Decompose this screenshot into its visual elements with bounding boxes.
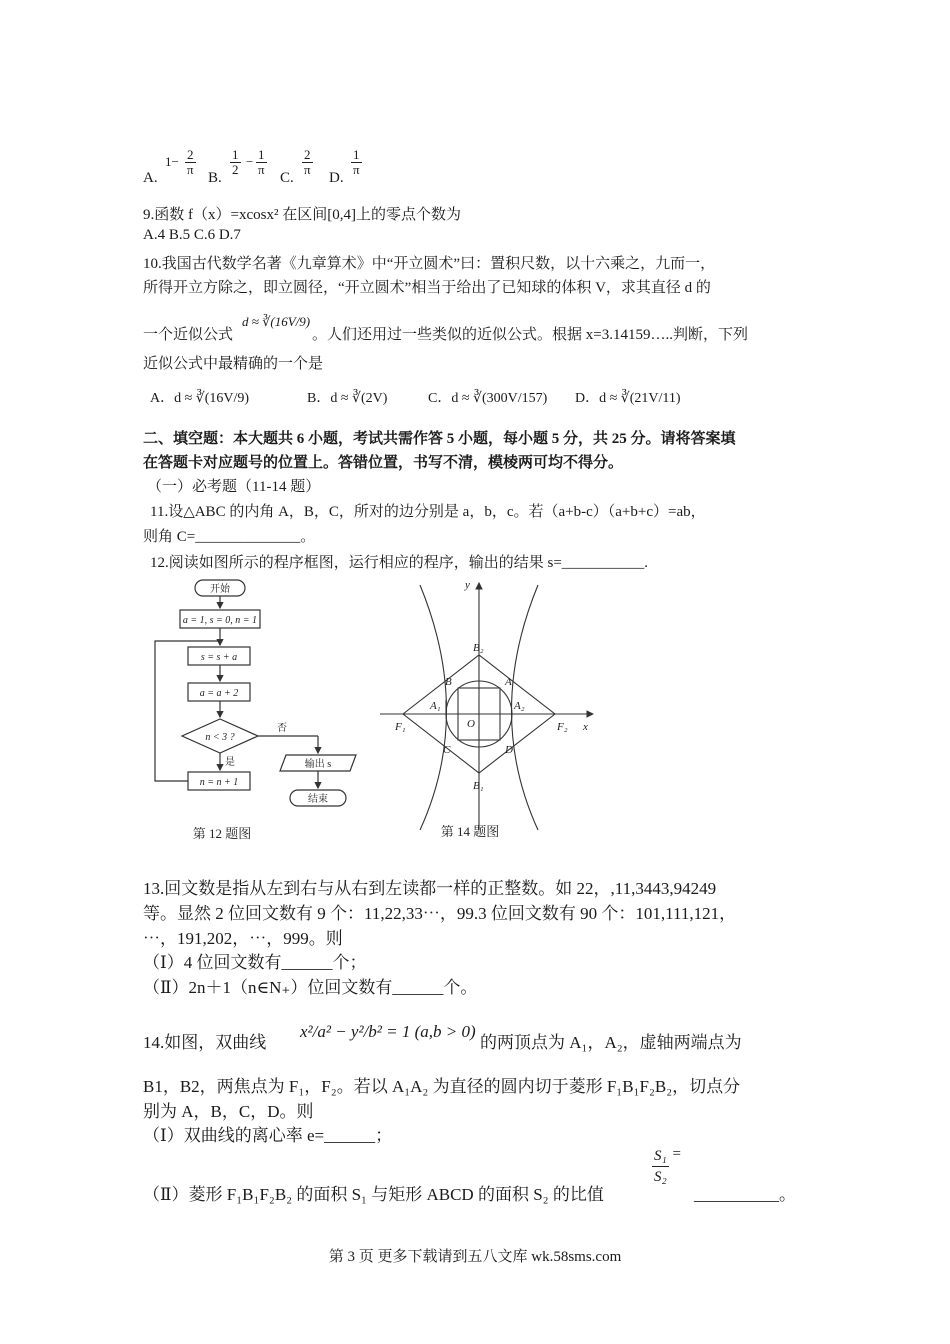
q10-line3a: 一个近似公式 [143, 327, 234, 343]
fig-label-a2: A₂ [514, 700, 525, 712]
q8-a-pre: 1− [165, 154, 179, 169]
q8-d-den: π [353, 162, 360, 177]
q13-line1: 13.回文数是指从左到右与从右到左读都一样的正整数。如 22，,11,3443,94249 [143, 879, 717, 898]
q8-label-a: A. [143, 170, 158, 186]
q14-pre: 14.如图，双曲线 [143, 1033, 267, 1052]
fig-label-a: A [505, 676, 512, 688]
q13-part1: （Ⅰ）4 位回文数有______个； [143, 953, 367, 972]
fig-label-a1: A₁ [430, 700, 441, 712]
q14-line2: B1，B2，两焦点为 F₁，F₂。若以 A₁A₂ 为直径的圆内切于菱形 F₁B₁F₂B₂，切点分 [143, 1077, 741, 1096]
q14-ratio [652, 1146, 681, 1187]
fig-label-x: x [583, 721, 588, 733]
fig-label-f1: F₁ [395, 721, 406, 733]
q10-opt-a: A．d ≈ ∛(16V/9) [150, 391, 250, 406]
q8-b2-num: 1 [256, 148, 267, 163]
page-footer: 第 3 页 更多下载请到五八文库 wk.58sms.com [328, 1249, 622, 1265]
q8-b2-frac [256, 148, 267, 177]
q8-a-num: 2 [185, 148, 196, 163]
q14-ratio-frac [652, 1146, 669, 1187]
flow-start-label: 开始 [210, 584, 230, 595]
flow-yes-label: 是 [225, 757, 235, 768]
fig-label-b: B [445, 676, 452, 688]
fig-label-f2: F₂ [557, 721, 568, 733]
q14-post: 的两顶点为 A₁，A₂，虚轴两端点为 [480, 1033, 742, 1052]
q8-c-num: 2 [302, 148, 313, 163]
section2-line1: 二、填空题：本大题共 6 小题，考试共需作答 5 小题，每小题 5 分，共 25 分。请将答案填 [143, 431, 736, 447]
q14-line3: 别为 A，B，C，D。则 [143, 1102, 314, 1121]
q10-opt-d: D．d ≈ ∛(21V/11) [575, 391, 681, 406]
flow-no-label: 否 [277, 723, 287, 734]
fig-label-y: y [465, 579, 470, 591]
q9-options: A.4 B.5 C.6 D.7 [143, 227, 241, 243]
q14-part2: （Ⅱ）菱形 F₁B₁F₂B₂ 的面积 S₁ 与矩形 ABCD 的面积 S₂ 的比值 [143, 1185, 604, 1204]
q10-line4: 近似公式中最精确的一个是 [143, 356, 324, 372]
q12-text: 12.阅读如图所示的程序框图，运行相应的程序，输出的结果 s=___________. [150, 555, 649, 571]
q14-part1: （Ⅰ）双曲线的离心率 e=______； [143, 1126, 393, 1145]
section2-line2: 在答题卡对应题号的位置上。答错位置，书写不清，模棱两可均不得分。 [143, 455, 624, 471]
flow-output-label: 输出 s [304, 759, 332, 770]
fig-label-c: C [443, 744, 451, 756]
flowchart-caption: 第 12 题图 [192, 826, 252, 841]
q8-b-minus: − [246, 154, 254, 169]
q8-b1-frac [230, 148, 241, 177]
hyperbola-caption: 第 14 题图 [440, 824, 500, 839]
q10-opt-b: B．d ≈ ∛(2V) [307, 391, 388, 406]
flow-step2-label: a = a + 2 [199, 688, 239, 699]
flow-inc-label: n = n + 1 [199, 777, 239, 788]
q8-label-d: D. [329, 170, 344, 186]
q13-line3: ⋯，191,202，⋯，999。则 [143, 929, 343, 948]
flow-end-label: 结束 [308, 794, 328, 805]
q10-line1: 10.我国古代数学名著《九章算术》中“开立圆术”曰：置积尺数，以十六乘之，九而一， [143, 256, 716, 272]
q10-opt-c: C．d ≈ ∛(300V/157) [428, 391, 548, 406]
q14-ratio-eq: = [672, 1146, 681, 1162]
fig-label-d: D [505, 744, 513, 756]
q8-b2-den: π [258, 162, 265, 177]
q14-equation: x²/a² − y²/b² = 1 (a,b > 0) [300, 1022, 476, 1041]
q10-formula: d ≈ ∛(16V/9) [242, 314, 311, 329]
q8-label-c: C. [280, 170, 294, 186]
q8-label-b: B. [208, 170, 222, 186]
q8-d-num: 1 [351, 148, 362, 163]
q11-line2: 则角 C=______________。 [143, 529, 316, 545]
q8-d-frac [351, 148, 362, 177]
q8-b1-den: 2 [232, 162, 239, 177]
flowchart-figure [150, 575, 365, 845]
q14-ratio-num: S₁ [652, 1146, 669, 1167]
q13-part2: （Ⅱ）2n＋1（n∈N₊）位回文数有______个。 [143, 978, 478, 997]
q14-blank: __________。 [694, 1185, 796, 1204]
q8-b1-num: 1 [232, 147, 239, 162]
q8-c-frac [302, 148, 313, 177]
q10-line3b: 。人们还用过一些类似的近似公式。根据 x=3.14159…..判断，下列 [312, 327, 748, 343]
q11-line1: 11.设△ABC 的内角 A，B，C，所对的边分别是 a，b，c。若（a+b-c）（a+b+c）=ab， [150, 504, 706, 520]
q10-line2: 所得开立方除之，即立圆径，“开立圆术”相当于给出了已知球的体积 V，求其直径 d 的 [143, 280, 711, 296]
flow-init-label: a = 1, s = 0, n = 1 [182, 615, 258, 626]
q13-line2: 等。显然 2 位回文数有 9 个：11,22,33⋯，99.3 位回文数有 90 个：101,111,121， [143, 904, 737, 923]
q14-ratio-den: S₂ [654, 1169, 667, 1185]
section2-sub: （一）必考题（11-14 题） [147, 479, 321, 495]
fig-label-o: O [467, 718, 475, 730]
flow-cond-label: n < 3 ? [205, 732, 235, 743]
q8-c-den: π [304, 162, 311, 177]
q8-a-den: π [187, 162, 194, 177]
fig-label-b2: B₂ [473, 642, 484, 654]
q8-a-frac [185, 148, 196, 177]
q9-text: 9.函数 f（x）=xcosx² 在区间[0,4]上的零点个数为 [143, 207, 461, 223]
flow-step1-label: s = s + a [200, 652, 238, 663]
hyperbola-figure [375, 575, 615, 845]
fig-label-b1: B₁ [473, 780, 484, 792]
